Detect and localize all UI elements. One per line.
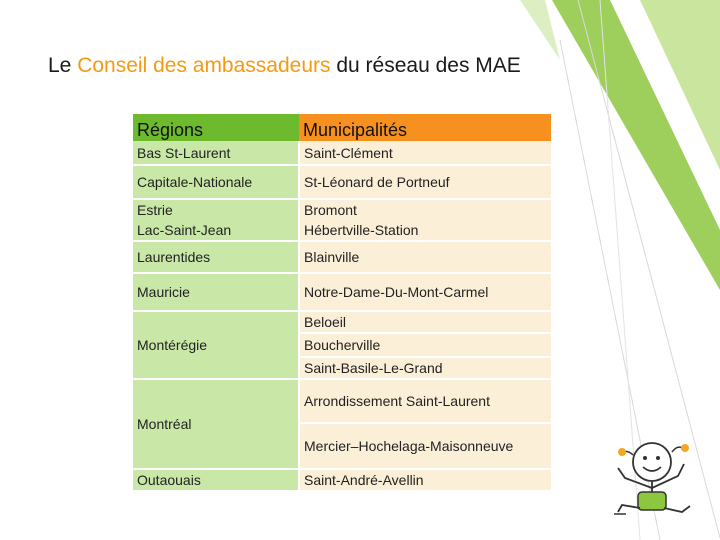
table-row [133,379,551,423]
region-cell: Capitale-Nationale [133,165,299,199]
municipality-cell: Beloeil [299,311,551,333]
municipality-line: Hébertville-Station [304,222,419,238]
region-cell: Laurentides [133,241,299,273]
region-cell [133,199,299,241]
municipality-cell: St-Léonard de Portneuf [299,165,551,199]
table-header-row [133,114,551,141]
municipality-cell: Saint-Clément [299,141,551,165]
region-cell: Bas St-Laurent [133,141,299,165]
header-municipalities: Municipalités [299,114,551,141]
region-cell: Outaouais [133,469,299,491]
table-row [133,199,551,241]
green-accent-sliver [520,0,560,60]
region-line: Lac-Saint-Jean [137,222,232,238]
slide-title [48,54,521,78]
municipality-cell: Boucherville [299,333,551,357]
title-highlight: Conseil des ambassadeurs [77,54,331,77]
municipality-cell: Arrondissement Saint-Laurent [299,379,551,423]
municipality-cell: Saint-André-Avellin [299,469,551,491]
municipality-cell: Mercier–Hochelaga-Maisonneuve [299,423,551,469]
cartoon-kid-icon [614,443,690,514]
header-regions: Régions [133,114,299,141]
region-cell: Mauricie [133,273,299,311]
table-row [133,141,551,165]
municipality-cell: Blainville [299,241,551,273]
municipality-cell [299,199,551,241]
municipality-line: Bromont [304,202,357,218]
title-prefix: Le [48,54,78,77]
table-row [133,469,551,491]
region-cell: Montérégie [133,311,299,379]
title-suffix: du réseau des MAE [330,54,521,77]
table-row [133,273,551,311]
municipality-cell: Notre-Dame-Du-Mont-Carmel [299,273,551,311]
table-row [133,311,551,333]
municipality-cell: Saint-Basile-Le-Grand [299,357,551,379]
region-cell: Montréal [133,379,299,469]
region-line: Estrie [137,202,173,218]
table-row [133,165,551,199]
table-row [133,241,551,273]
ambassadors-table [133,114,551,492]
